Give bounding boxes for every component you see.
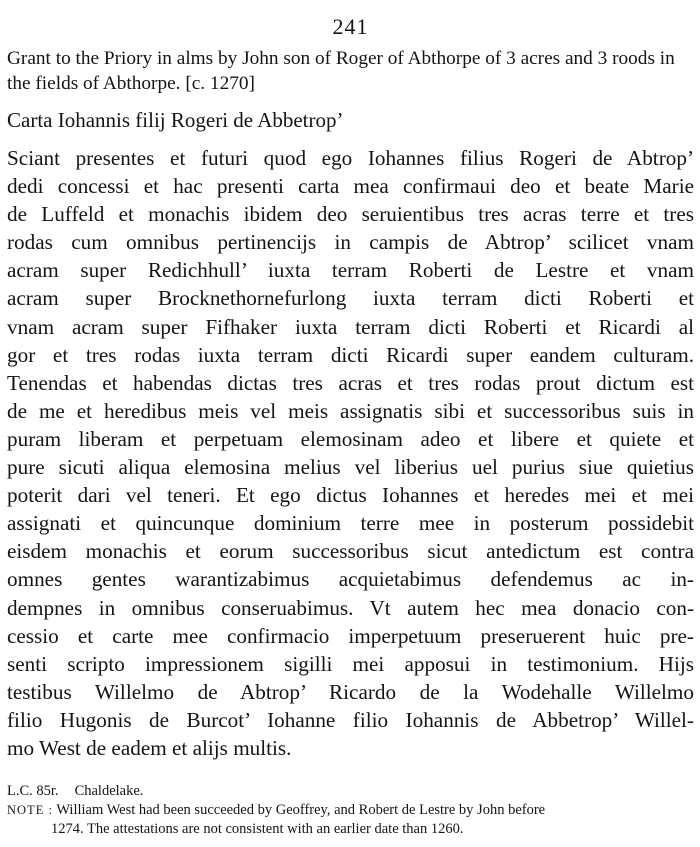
page-number: 241 (332, 14, 369, 39)
charter-line: omnes gentes warantizabimus acquietabimus defendemus ac in- (7, 567, 694, 592)
charter-line: acram super Brocknethornefurlong iuxta terram dicti Roberti et (7, 286, 694, 311)
charter-line: dempnes in omnibus conseruabimus. Vt autem hec mea donacio con- (7, 595, 694, 620)
charter-line: cessio et carte mee confirmacio imperpetuum preseruerent huic pre- (7, 623, 694, 648)
charter-line: poterit dari vel teneri. Et ego dictus Iohannes et heredes mei et mei (7, 483, 694, 508)
charter-text (7, 144, 694, 762)
charter-line: eisdem monachis et eorum successoribus sicut antedictum est contra (7, 539, 694, 564)
charter-line: de Luffeld et monachis ibidem deo seruientibus tres acras terre et tres (7, 202, 694, 227)
charter-line: filio Hugonis de Burcot’ Iohanne filio Iohannis de Abbetrop’ Willel- (7, 707, 694, 732)
charter-line: Sciant presentes et futuri quod ego Iohannes filius Rogeri de Abtrop’ (7, 146, 694, 170)
charter-line: vnam acram super Fifhaker iuxta terram dicti Roberti et Ricardi al (7, 314, 694, 339)
charter-heading: Carta Iohannis filij Rogeri de Abbetrop’ (7, 108, 344, 132)
charter-line: Tenendas et habendas dictas tres acras et tres rodas prout dictum est (7, 370, 694, 395)
source-reference (7, 782, 694, 801)
charter-line: dedi concessi et hac presenti carta mea confirmaui deo et beate Marie (7, 174, 694, 199)
charter-line: senti scripto impressionem sigilli mei apposui in testimonium. Hijs (7, 651, 694, 676)
note-label: NOTE : (7, 803, 53, 818)
place-reference: Chaldelake. (74, 783, 144, 800)
charter-line: puram liberam et perpetuam elemosinam adeo et libere et quiete et (7, 426, 694, 451)
charter-summary: Grant to the Priory in alms by John son of Roger of Abthorpe of 3 acres and 3 roods in the fields of Abthorpe. [c. 1270] (7, 48, 675, 94)
charter-line: de me et heredibus meis vel meis assignatis sibi et successoribus suis in (7, 398, 694, 423)
charter-line: pure sicuti aliqua elemosina melius vel liberius uel purius siue quietius (7, 455, 694, 480)
editorial-note (7, 801, 694, 839)
charter-line: gor et tres rodas iuxta terram dicti Ricardi super eandem culturam. (7, 342, 694, 367)
note-text-line-2: 1274. The attestations are not consistent with an earlier date than 1260. (51, 821, 464, 838)
folio-reference: L.C. 85r. (7, 783, 59, 800)
charter-line: acram super Redichhull’ iuxta terram Roberti de Lestre et vnam (7, 258, 694, 283)
charter-line: assignati et quincunque dominium terre mee in posterum possidebit (7, 511, 694, 536)
charter-line: testibus Willelmo de Abtrop’ Ricardo de la Wodehalle Willelmo (7, 679, 694, 704)
note-text-line-1: William West had been succeeded by Geoffrey, and Robert de Lestre by John before (56, 802, 546, 819)
charter-line: mo West de eadem et alijs multis. (7, 735, 292, 760)
charter-line: rodas cum omnibus pertinencijs in campis de Abtrop’ scilicet vnam (7, 230, 694, 255)
